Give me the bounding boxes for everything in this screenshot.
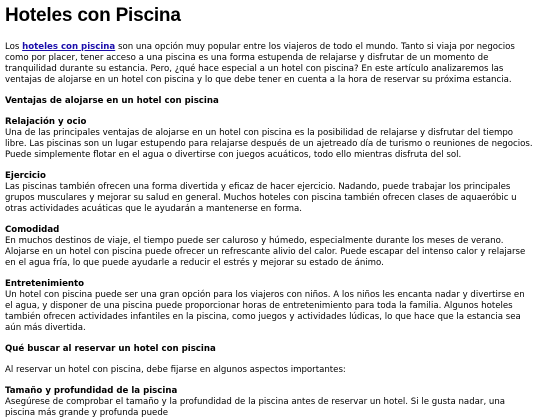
page-title: Hoteles con Piscina [5,5,181,26]
benefit-title: Entretenimiento [5,279,85,289]
criterion-tamano [5,386,535,419]
intro-paragraph [5,42,535,86]
section-heading-que-buscar: Qué buscar al reservar un hotel con piscina [5,344,216,354]
intro-text-before: Los [5,42,23,52]
benefit-text: En muchos destinos de viaje, el tiempo puede ser caluroso y húmedo, especialmente durante los meses de verano. Alojarse en un hotel con piscina puede ofrecer un refrescante alivio del calor. Puede escapar del intenso calor y relajarse en el agua fría, lo que puede ayudarle a reducir el estrés y mejorar su estado de ánimo. [5,236,526,268]
criterion-text: Asegúrese de comprobar el tamaño y la profundidad de la piscina antes de reservar un hotel. Si le gusta nadar, una piscina más grande y profunda puede [5,397,506,418]
intro-text-after: son una opción muy popular entre los viajeros de todo el mundo. Tanto si viaja por negocios como por placer, tener acceso a una piscina es una forma estupenda de relajarse y disfrutar de un momento de tranquilidad durante su estancia. Pero, ¿qué hace especial a un hotel con piscina? En este artículo analizaremos las ventajas de alojarse en un hotel con piscina y lo que debe tener en cuenta a la hora de reservar su próxima estancia. [5,42,515,85]
benefit-ejercicio [5,171,535,215]
section-heading-ventajas: Ventajas de alojarse en un hotel con piscina [5,96,219,106]
benefit-text: Las piscinas también ofrecen una forma divertida y eficaz de hacer ejercicio. Nadando, puede trabajar los principales grupos musculares y mejorar su salud en general. Muchos hoteles con piscina también ofrecen clases de aquaeróbic u otras actividades acuáticas que le ayudarán a mantenerse en forma. [5,182,517,214]
benefit-text: Un hotel con piscina puede ser una gran opción para los viajeros con niños. A los niños les encanta nadar y divertirse en el agua, y disponer de una piscina puede proporcionar horas de entretenimiento para toda la familia. Algunos hoteles también ofrecen actividades infantiles en la piscina, como juegos y actividades lúdicas, lo que hace que la estancia sea aún más divertida. [5,290,525,333]
criterion-title: Tamaño y profundidad de la piscina [5,386,178,396]
benefit-text: Una de las principales ventajas de alojarse en un hotel con piscina es la posibilidad de relajarse y disfrutar del tiempo libre. Las piscinas son un lugar estupendo para relajarse después de un ajetreado día de turismo o reuniones de negocios. Puede simplemente flotar en el agua o divertirse con juegos acuáticos, todo ello mientras disfruta del sol. [5,128,533,160]
benefit-title: Relajación y ocio [5,117,87,127]
benefit-entretenimiento [5,279,535,334]
section-intro: Al reservar un hotel con piscina, debe fijarse en algunos aspectos importantes: [5,365,346,375]
article [0,4,540,419]
benefit-comodidad [5,225,535,269]
benefit-relajacion [5,117,535,161]
hoteles-con-piscina-link[interactable]: hoteles con piscina [22,42,116,52]
benefit-title: Comodidad [5,225,60,235]
benefit-title: Ejercicio [5,171,46,181]
